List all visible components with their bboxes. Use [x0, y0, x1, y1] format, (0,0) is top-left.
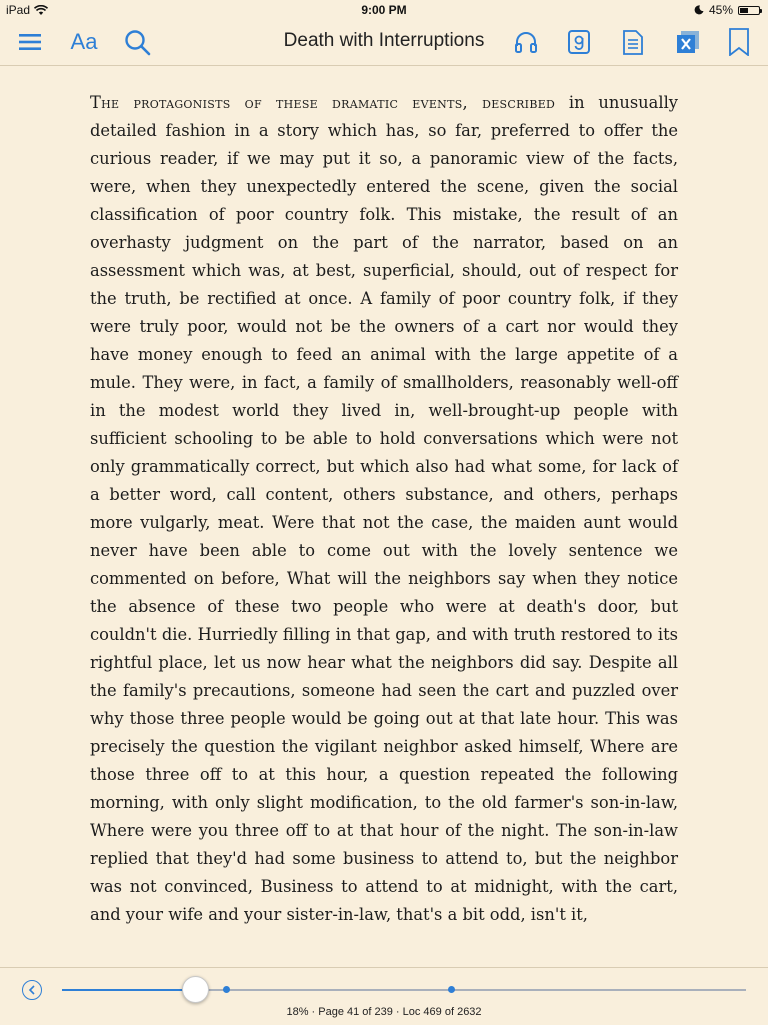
battery-fill: [740, 8, 748, 13]
progress-marker[interactable]: [223, 986, 230, 993]
audio-button[interactable]: [513, 27, 539, 57]
progress-track[interactable]: [62, 989, 746, 991]
battery-percent: 45%: [708, 3, 733, 17]
xray-icon: [676, 30, 700, 54]
search-button[interactable]: [123, 27, 151, 57]
goodreads-icon: [568, 30, 590, 54]
progress-marker[interactable]: [448, 986, 455, 993]
battery-icon: [738, 6, 760, 15]
reader-toolbar: [0, 20, 768, 66]
font-settings-label: Aa: [70, 29, 98, 54]
headphones-icon: [514, 30, 538, 54]
progress-location-text: 18% · Page 41 of 239 · Loc 469 of 2632: [286, 1006, 482, 1018]
search-icon: [124, 29, 151, 56]
clock: 9:00 PM: [361, 3, 407, 17]
book-page-text: [90, 89, 678, 929]
xray-button[interactable]: [676, 27, 700, 57]
progress-bar-area: [0, 967, 768, 1025]
device-label: iPad: [6, 3, 31, 17]
chevron-left-icon: [28, 985, 36, 995]
font-settings-button[interactable]: [68, 27, 100, 57]
moon-icon: [694, 5, 704, 15]
chapter-lead-text: The protagonists of these dramatic events, described: [90, 93, 556, 112]
hamburger-menu-icon: [19, 33, 41, 51]
bookmark-icon: [729, 28, 749, 56]
notes-button[interactable]: [622, 27, 644, 57]
bookmark-button[interactable]: [728, 27, 750, 57]
status-bar: [0, 0, 768, 20]
go-back-button[interactable]: [22, 980, 42, 1000]
page-body-text: in unusually detailed fashion in a story which has, so far, preferred to offer the curious reader, if we may put it so, a panoramic view of the facts, were, when they unexpectedly entered the scene, given the social classification of poor country folk. This mistake, the result of an overhasty judgment on the part of the narrator, based on an assessment which was, at best, superficial, should, out of respect for the truth, be rectified at once. A family of poor country folk, if they were truly poor, would not be the owners of a cart nor would they have money enough to feed an animal with the large appetite of a mule. They were, in fact, a family of smallholders, reasonably well-off in the modest world they lived in, well-brought-up people with sufficient schooling to be able to hold conversations which were not only grammatically correct, but which also had what some, for lack of a better word, call content, others substance, and others, perhaps more vulgarly, meat. Were that not the case, the maiden aunt would never have been able to come out with the lovely sentence we commented on before, What will the neighbors say when they notice the absence of these two people who were at death's door, but couldn't die. Hurriedly filling in that gap, and with truth restored to its rightful place, let us now hear what the neighbors did say. Despite all the family's precautions, someone had seen the cart and puzzled over why those three people would be going out at that late hour. This was precisely the question the vigilant neighbor asked himself, Where are those three off to at this hour, a question repeated the following morning, with only slight modification, to the old farmer's son-in-law, Where were you three off to at that hour of the night. The son-in-law replied that they'd had some business to attend to, but the neighbor was not convinced, Business to attend to at midnight, with the cart, and your wife and your sister-in-law, that's a bit odd, isn't it,: [90, 93, 678, 924]
status-right: [694, 3, 760, 17]
book-title: Death with Interruptions: [283, 30, 485, 51]
goodreads-button[interactable]: [567, 27, 591, 57]
progress-filled: [62, 989, 195, 991]
progress-slider-thumb[interactable]: [182, 976, 209, 1003]
menu-button[interactable]: [18, 27, 42, 57]
notes-document-icon: [623, 30, 643, 55]
